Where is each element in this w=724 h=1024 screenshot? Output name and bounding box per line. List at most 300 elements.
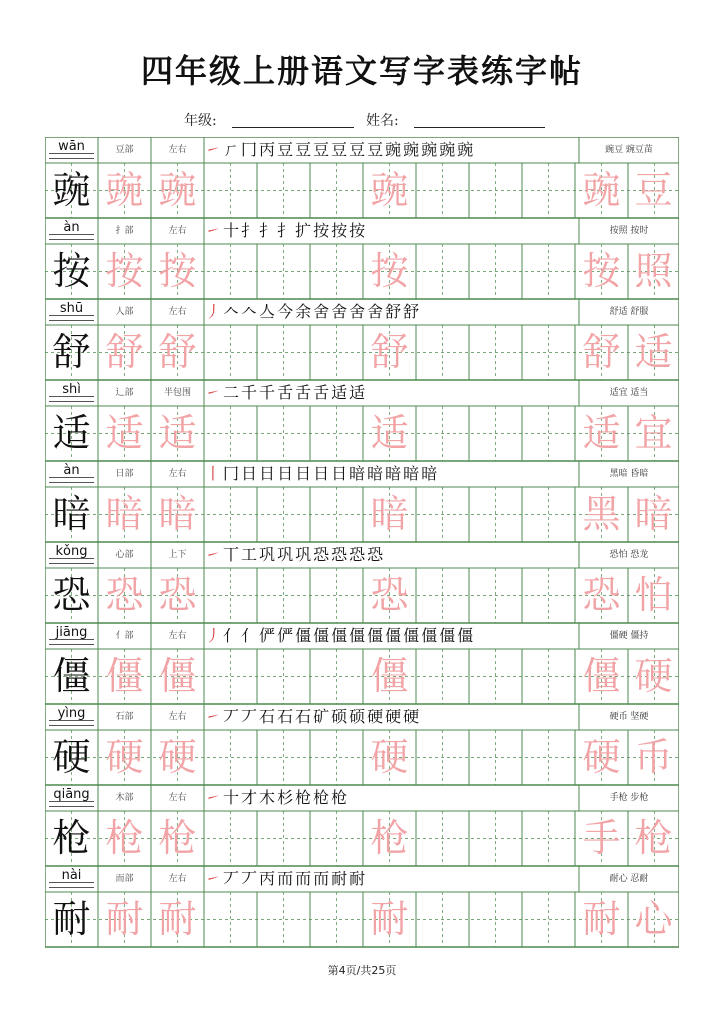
stroke-step: 暗 — [367, 464, 386, 483]
stroke-step: 舌 — [313, 383, 332, 402]
stroke-step: 日 — [331, 464, 350, 483]
writing-cell[interactable] — [469, 649, 522, 704]
structure-cell: 半包围 — [163, 388, 191, 398]
trace-word-character: 僵 — [582, 654, 621, 698]
stroke-step: 僵 — [385, 626, 404, 645]
pinyin-cell — [45, 461, 98, 487]
character-entry — [45, 866, 679, 947]
writing-cell[interactable] — [522, 163, 575, 218]
stroke-step: 豆 — [349, 140, 368, 159]
writing-cell[interactable] — [257, 568, 310, 623]
trace-character: 按 — [158, 249, 197, 293]
stroke-step: 豌 — [457, 140, 476, 159]
example-words: 僵硬 僵持 — [609, 631, 649, 641]
trace-word-character: 耐 — [582, 897, 621, 941]
writing-cell[interactable] — [469, 892, 522, 947]
writing-cell[interactable] — [416, 649, 469, 704]
writing-cell[interactable] — [310, 568, 363, 623]
stroke-step: 硬 — [367, 707, 386, 726]
stroke-step: 舒 — [403, 302, 422, 321]
writing-cell[interactable] — [204, 730, 257, 785]
stroke-step: 丙 — [259, 869, 278, 888]
stroke-step: ㇀ — [205, 221, 224, 240]
stroke-step: 僵 — [439, 626, 458, 645]
trace-word-character: 照 — [634, 249, 673, 293]
stroke-step: 十 — [223, 788, 242, 807]
page-title: 四年级上册语文写字表练字帖 — [140, 52, 583, 90]
stroke-step: 按 — [313, 221, 332, 240]
character-entry — [45, 704, 679, 785]
example-words: 硬币 坚硬 — [609, 712, 649, 722]
pinyin-cell — [45, 299, 98, 325]
name-field[interactable] — [414, 127, 545, 128]
trace-character: 豌 — [105, 168, 144, 212]
stroke-step: 豌 — [385, 140, 404, 159]
trace-character: 暗 — [158, 492, 197, 536]
model-character: 豌 — [52, 168, 91, 212]
stroke-step: 而 — [277, 869, 296, 888]
stroke-step: 暗 — [349, 464, 368, 483]
trace-word-character: 适 — [634, 330, 673, 374]
stroke-step: 僵 — [295, 626, 314, 645]
stroke-step: 硬 — [385, 707, 404, 726]
stroke-order — [205, 137, 475, 163]
character-entry — [45, 299, 679, 380]
stroke-step: 豆 — [367, 140, 386, 159]
stroke-step: 僵 — [313, 626, 332, 645]
stroke-step: 日 — [259, 464, 278, 483]
model-character: 舒 — [52, 330, 91, 374]
writing-cell[interactable] — [204, 892, 257, 947]
example-words: 耐心 忍耐 — [609, 874, 649, 884]
pinyin-text: wān — [58, 139, 85, 154]
character-entry — [45, 218, 679, 299]
trace-character: 暗 — [105, 492, 144, 536]
stroke-order — [205, 866, 367, 892]
stroke-step: 亻 — [223, 626, 242, 645]
trace-character: 硬 — [370, 735, 409, 779]
writing-cell[interactable] — [522, 568, 575, 623]
stroke-step: 硬 — [403, 707, 422, 726]
stroke-step: 𠆢 — [223, 302, 242, 321]
trace-word-character: 币 — [634, 735, 673, 779]
structure-cell: 左右 — [168, 712, 187, 722]
pinyin-text: qiāng — [53, 787, 90, 802]
trace-character: 耐 — [105, 897, 144, 941]
structure-cell: 上下 — [168, 550, 187, 560]
writing-cell[interactable] — [469, 406, 522, 461]
trace-word-character: 宜 — [634, 411, 673, 455]
stroke-step: 耐 — [349, 869, 368, 888]
writing-cell[interactable] — [522, 325, 575, 380]
writing-cell[interactable] — [204, 487, 257, 542]
example-words: 按照 按时 — [609, 226, 649, 236]
stroke-step: 舍 — [313, 302, 332, 321]
stroke-step: 恐 — [313, 545, 332, 564]
pinyin-text: àn — [63, 463, 80, 478]
writing-cell[interactable] — [522, 811, 575, 866]
trace-character: 僵 — [370, 654, 409, 698]
stroke-step: 工 — [241, 545, 260, 564]
stroke-step: 丿 — [205, 302, 224, 321]
stroke-step: 耐 — [331, 869, 350, 888]
writing-cell[interactable] — [310, 325, 363, 380]
character-entry — [45, 137, 679, 218]
stroke-step: 石 — [259, 707, 278, 726]
writing-cell[interactable] — [310, 649, 363, 704]
writing-cell[interactable] — [310, 892, 363, 947]
structure-cell: 左右 — [168, 874, 187, 884]
trace-word-character: 舒 — [582, 330, 621, 374]
stroke-step: 按 — [349, 221, 368, 240]
stroke-step: 丆 — [223, 707, 242, 726]
stroke-step: 舌 — [277, 383, 296, 402]
radical-cell: 木部 — [115, 793, 134, 803]
writing-cell[interactable] — [469, 325, 522, 380]
writing-cell[interactable] — [522, 892, 575, 947]
example-words: 黑暗 昏暗 — [609, 469, 649, 479]
stroke-step: 俨 — [277, 626, 296, 645]
trace-character: 恐 — [158, 573, 197, 617]
stroke-step: 僵 — [349, 626, 368, 645]
writing-cell[interactable] — [257, 487, 310, 542]
stroke-order — [205, 704, 421, 730]
model-character: 僵 — [52, 654, 91, 698]
pinyin-cell — [45, 623, 98, 649]
stroke-step: 二 — [223, 383, 242, 402]
stroke-step: 杉 — [277, 788, 296, 807]
pinyin-text: jiāng — [55, 625, 88, 640]
student-info — [0, 110, 724, 132]
writing-cell[interactable] — [522, 487, 575, 542]
stroke-step: 枪 — [331, 788, 350, 807]
structure-cell: 左右 — [168, 307, 187, 317]
stroke-step: 暗 — [421, 464, 440, 483]
writing-cell[interactable] — [204, 568, 257, 623]
writing-cell[interactable] — [469, 487, 522, 542]
trace-word-character: 硬 — [582, 735, 621, 779]
radical-cell: 辶部 — [115, 388, 134, 398]
stroke-step: 豆 — [277, 140, 296, 159]
radical-cell: 人部 — [115, 307, 134, 317]
stroke-step: 扩 — [295, 221, 314, 240]
writing-cell[interactable] — [469, 811, 522, 866]
stroke-order — [205, 380, 367, 406]
trace-word-character: 恐 — [582, 573, 621, 617]
stroke-step: 余 — [295, 302, 314, 321]
stroke-step: 而 — [295, 869, 314, 888]
writing-cell[interactable] — [469, 244, 522, 299]
stroke-step: 舍 — [367, 302, 386, 321]
writing-cell[interactable] — [310, 163, 363, 218]
trace-character: 僵 — [158, 654, 197, 698]
pinyin-cell — [45, 218, 98, 244]
trace-word-character: 豆 — [634, 168, 673, 212]
grade-field[interactable] — [232, 127, 354, 128]
trace-character: 枪 — [158, 816, 197, 860]
stroke-step: 舍 — [349, 302, 368, 321]
trace-character: 舒 — [370, 330, 409, 374]
example-words: 适宜 适当 — [609, 388, 649, 398]
structure-cell: 左右 — [168, 469, 187, 479]
trace-character: 舒 — [158, 330, 197, 374]
pinyin-cell — [45, 542, 98, 568]
writing-cell[interactable] — [416, 487, 469, 542]
writing-cell[interactable] — [204, 163, 257, 218]
trace-word-character: 怕 — [634, 573, 673, 617]
writing-cell[interactable] — [257, 730, 310, 785]
stroke-step: 冂 — [241, 140, 260, 159]
radical-cell: 扌部 — [115, 226, 134, 236]
stroke-step: 僵 — [367, 626, 386, 645]
stroke-step: 才 — [241, 788, 260, 807]
stroke-step: 硕 — [331, 707, 350, 726]
stroke-step: 暗 — [403, 464, 422, 483]
stroke-order — [205, 461, 439, 487]
stroke-step: ㇀ — [205, 788, 224, 807]
pinyin-cell — [45, 137, 98, 163]
stroke-step: 巩 — [277, 545, 296, 564]
stroke-step: 扌 — [277, 221, 296, 240]
writing-cell[interactable] — [310, 811, 363, 866]
writing-cell[interactable] — [204, 649, 257, 704]
writing-cell[interactable] — [310, 730, 363, 785]
stroke-step: 亼 — [259, 302, 278, 321]
writing-cell[interactable] — [416, 406, 469, 461]
pinyin-text: shì — [62, 382, 81, 397]
writing-cell[interactable] — [310, 244, 363, 299]
writing-cell[interactable] — [469, 730, 522, 785]
trace-word-character: 按 — [582, 249, 621, 293]
writing-cell[interactable] — [416, 892, 469, 947]
trace-character: 枪 — [370, 816, 409, 860]
stroke-step: ㇀ — [205, 869, 224, 888]
writing-cell[interactable] — [416, 244, 469, 299]
stroke-step: 丙 — [259, 140, 278, 159]
writing-cell[interactable] — [257, 406, 310, 461]
writing-cell[interactable] — [257, 325, 310, 380]
stroke-step: 矿 — [313, 707, 332, 726]
stroke-step: 丨 — [205, 464, 224, 483]
stroke-step: 千 — [241, 383, 260, 402]
stroke-step: 僵 — [403, 626, 422, 645]
model-character: 恐 — [52, 573, 91, 617]
stroke-step: 扌 — [259, 221, 278, 240]
stroke-step: 僵 — [457, 626, 476, 645]
writing-cell[interactable] — [257, 649, 310, 704]
character-entry — [45, 461, 679, 542]
model-character: 硬 — [52, 735, 91, 779]
stroke-step: 丿 — [205, 626, 224, 645]
pinyin-text: àn — [63, 220, 80, 235]
structure-cell: 左右 — [168, 226, 187, 236]
stroke-order — [205, 299, 421, 325]
radical-cell: 豆部 — [115, 145, 134, 155]
stroke-step: 暗 — [385, 464, 404, 483]
writing-cell[interactable] — [204, 244, 257, 299]
writing-cell[interactable] — [257, 163, 310, 218]
character-entry — [45, 623, 679, 704]
trace-character: 恐 — [370, 573, 409, 617]
writing-cell[interactable] — [469, 163, 522, 218]
stroke-step: 丅 — [223, 545, 242, 564]
practice-sheet — [45, 137, 679, 949]
writing-cell[interactable] — [416, 568, 469, 623]
radical-cell: 日部 — [115, 469, 134, 479]
radical-cell: 心部 — [115, 550, 134, 560]
writing-cell[interactable] — [469, 568, 522, 623]
structure-cell: 左右 — [168, 793, 187, 803]
trace-character: 恐 — [105, 573, 144, 617]
model-character: 适 — [52, 411, 91, 455]
trace-character: 硬 — [158, 735, 197, 779]
writing-cell[interactable] — [204, 325, 257, 380]
stroke-step: 舍 — [331, 302, 350, 321]
writing-cell[interactable] — [310, 487, 363, 542]
trace-character: 僵 — [105, 654, 144, 698]
trace-word-character: 心 — [634, 897, 673, 941]
stroke-step: 丆 — [241, 707, 260, 726]
writing-cell[interactable] — [204, 811, 257, 866]
stroke-step: 十 — [223, 221, 242, 240]
trace-character: 耐 — [158, 897, 197, 941]
stroke-step: 而 — [313, 869, 332, 888]
trace-character: 舒 — [105, 330, 144, 374]
structure-cell: 左右 — [168, 631, 187, 641]
writing-cell[interactable] — [416, 730, 469, 785]
structure-cell: 左右 — [168, 145, 187, 155]
character-entry — [45, 785, 679, 866]
trace-character: 按 — [370, 249, 409, 293]
stroke-step: 丆 — [241, 869, 260, 888]
stroke-step: 恐 — [331, 545, 350, 564]
stroke-step: 石 — [295, 707, 314, 726]
stroke-step: 豆 — [313, 140, 332, 159]
example-words: 恐怕 恐龙 — [609, 550, 649, 560]
stroke-step: 日 — [277, 464, 296, 483]
stroke-step: 千 — [259, 383, 278, 402]
stroke-step: ㇀ — [205, 545, 224, 564]
trace-character: 按 — [105, 249, 144, 293]
stroke-step: 豌 — [421, 140, 440, 159]
writing-cell[interactable] — [310, 406, 363, 461]
stroke-step: 木 — [259, 788, 278, 807]
page-number: 第4页/共25页 — [327, 964, 397, 977]
writing-cell[interactable] — [257, 811, 310, 866]
name-label: 姓名: — [366, 113, 399, 129]
stroke-step: 僵 — [331, 626, 350, 645]
grade-label: 年级: — [184, 113, 217, 129]
writing-cell[interactable] — [522, 244, 575, 299]
stroke-step: 丆 — [223, 869, 242, 888]
writing-cell[interactable] — [204, 406, 257, 461]
writing-cell[interactable] — [416, 325, 469, 380]
writing-cell[interactable] — [522, 649, 575, 704]
trace-character: 枪 — [105, 816, 144, 860]
stroke-step: 今 — [277, 302, 296, 321]
trace-character: 豌 — [158, 168, 197, 212]
radical-cell: 而部 — [115, 874, 134, 884]
stroke-order — [205, 623, 475, 649]
trace-word-character: 适 — [582, 411, 621, 455]
writing-cell[interactable] — [416, 163, 469, 218]
writing-cell[interactable] — [416, 811, 469, 866]
writing-cell[interactable] — [257, 244, 310, 299]
stroke-step: 𠆢 — [241, 302, 260, 321]
stroke-order — [205, 542, 385, 568]
pinyin-text: shū — [59, 301, 84, 316]
pinyin-cell — [45, 380, 98, 406]
pinyin-text: yìng — [57, 706, 86, 721]
stroke-step: 枪 — [313, 788, 332, 807]
stroke-step: 日 — [313, 464, 332, 483]
stroke-step: 枪 — [295, 788, 314, 807]
trace-word-character: 黑 — [582, 492, 621, 536]
stroke-step: 豆 — [295, 140, 314, 159]
trace-character: 适 — [105, 411, 144, 455]
stroke-step: 适 — [349, 383, 368, 402]
radical-cell: 亻部 — [115, 631, 134, 641]
trace-word-character: 豌 — [582, 168, 621, 212]
model-character: 耐 — [52, 897, 91, 941]
stroke-step: 日 — [295, 464, 314, 483]
trace-character: 适 — [370, 411, 409, 455]
stroke-step: ㇀ — [205, 140, 224, 159]
stroke-step: 豌 — [403, 140, 422, 159]
example-words: 手枪 步枪 — [609, 793, 649, 803]
trace-character: 耐 — [370, 897, 409, 941]
model-character: 枪 — [52, 816, 91, 860]
pinyin-cell — [45, 785, 98, 811]
stroke-step: 舌 — [295, 383, 314, 402]
character-entry — [45, 380, 679, 461]
writing-cell[interactable] — [522, 406, 575, 461]
stroke-step: 恐 — [349, 545, 368, 564]
stroke-step: 舒 — [385, 302, 404, 321]
pinyin-cell — [45, 866, 98, 892]
character-entry — [45, 542, 679, 623]
stroke-step: 俨 — [259, 626, 278, 645]
stroke-step: 日 — [241, 464, 260, 483]
trace-character: 硬 — [105, 735, 144, 779]
stroke-order — [205, 218, 367, 244]
stroke-step: 适 — [331, 383, 350, 402]
radical-cell: 石部 — [115, 712, 134, 722]
model-character: 暗 — [52, 492, 91, 536]
stroke-step: 按 — [331, 221, 350, 240]
writing-cell[interactable] — [257, 892, 310, 947]
pinyin-text: nài — [61, 868, 82, 883]
stroke-order — [205, 785, 349, 811]
stroke-step: 豆 — [331, 140, 350, 159]
writing-cell[interactable] — [522, 730, 575, 785]
stroke-step: 硕 — [349, 707, 368, 726]
stroke-step: ㄏ — [223, 140, 242, 159]
stroke-step: 扌 — [241, 221, 260, 240]
stroke-step: 巩 — [295, 545, 314, 564]
trace-character: 暗 — [370, 492, 409, 536]
stroke-step: ㇀ — [205, 383, 224, 402]
trace-character: 豌 — [370, 168, 409, 212]
pinyin-text: kǒng — [55, 544, 88, 559]
model-character: 按 — [52, 249, 91, 293]
pinyin-cell — [45, 704, 98, 730]
stroke-step: 亻 — [241, 626, 260, 645]
trace-word-character: 枪 — [634, 816, 673, 860]
stroke-step: 恐 — [367, 545, 386, 564]
stroke-step: ㇀ — [205, 707, 224, 726]
trace-word-character: 手 — [582, 816, 621, 860]
